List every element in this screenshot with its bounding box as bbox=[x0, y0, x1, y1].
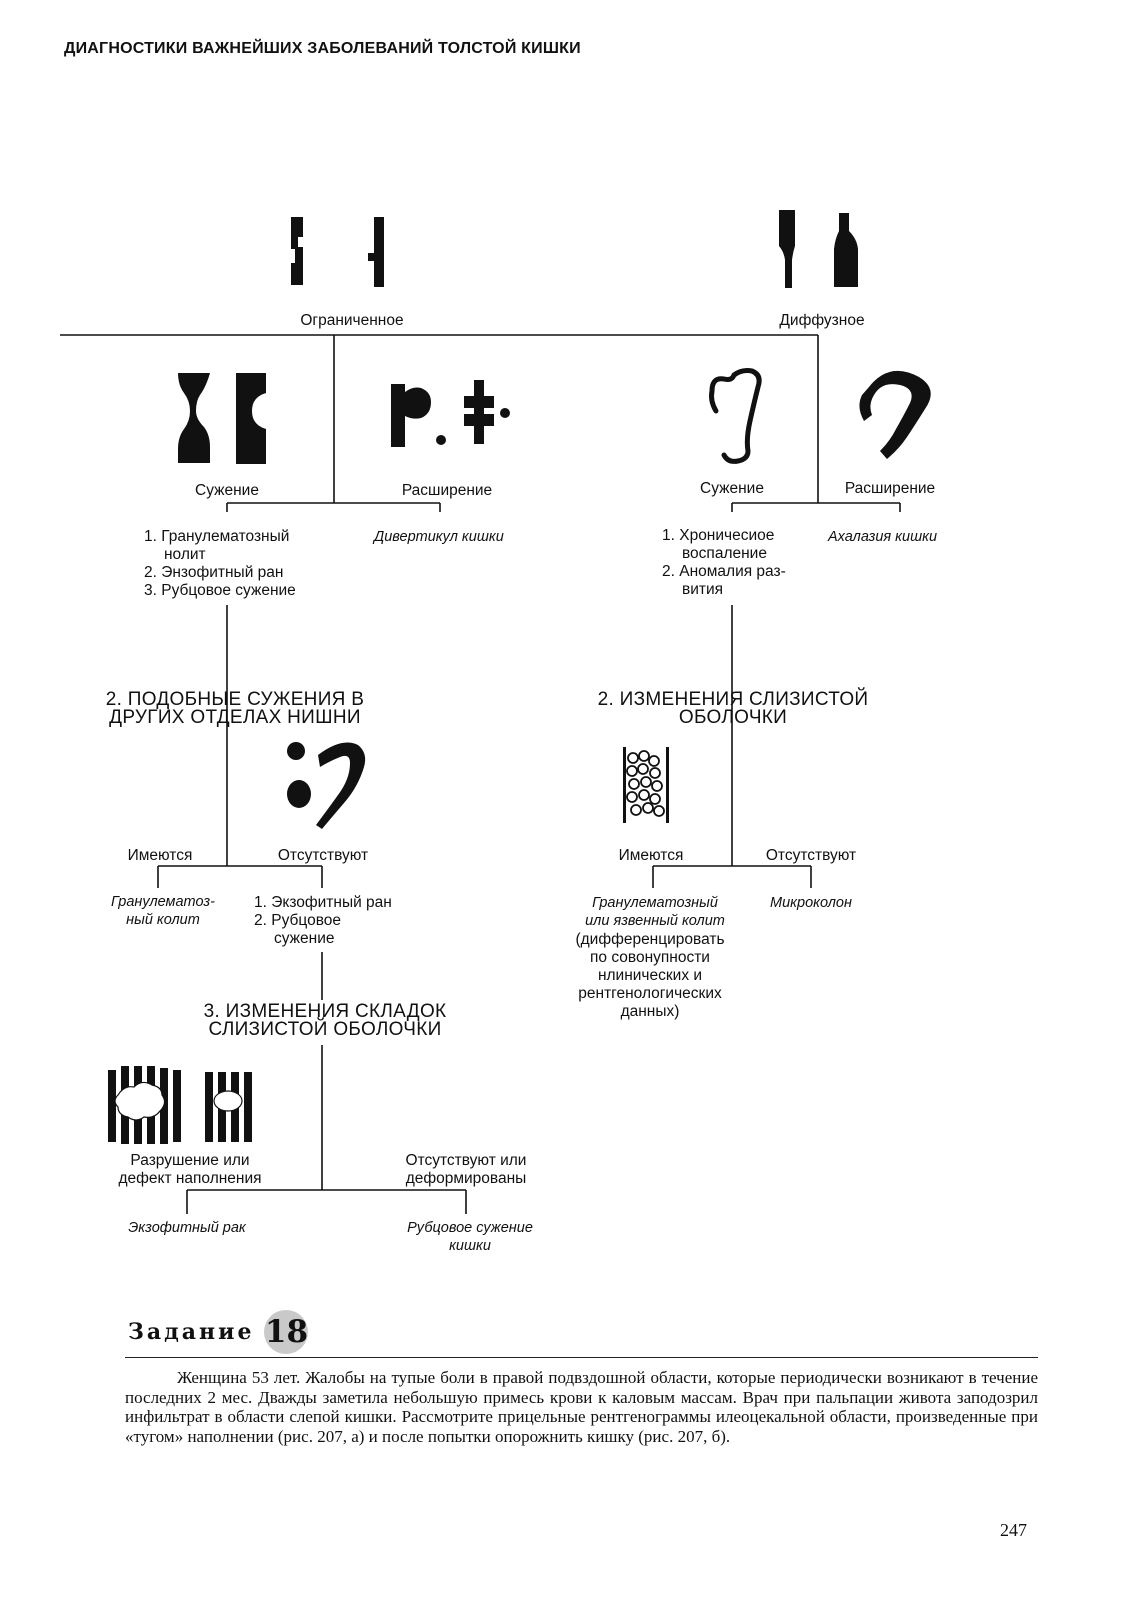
diffuse-widening-label: Расширение bbox=[844, 480, 936, 497]
deformed-result-line1: Рубцовое сужение bbox=[407, 1220, 533, 1236]
limited-widening-label: Расширение bbox=[401, 482, 493, 499]
limited-narrowing-shape-1 bbox=[178, 373, 210, 463]
limited-step2-title-line2: ДРУГИХ ОТДЕЛАХ НИШНИ bbox=[109, 707, 361, 728]
limited-colon-shape bbox=[316, 743, 365, 829]
list-item: 1. Экзофитный ран bbox=[254, 894, 392, 911]
limited-shape-icon-2 bbox=[368, 217, 384, 287]
diffuse-narrowing-label: Сужение bbox=[700, 480, 764, 497]
deformed-fold-shape bbox=[214, 1091, 242, 1111]
limited-narrowing-causes-list bbox=[144, 528, 296, 600]
task-text: Женщина 53 лет. Жалобы на тупые боли в правой подвздошной области, которые периодически возникают в течение последних 2 мес. Дважды заметила небольшую примесь крови к каловым массам. Врач при пальпации живота заподозрил инфильтрат в области слепой кишки. Рассмотрите прицельные рентгенограммы илеоцекальной области, произведенные при «тугом» наполнении (рис. 207, а) и после попытки опорожнить кишку (рис. 207, б). bbox=[125, 1368, 1038, 1446]
diffuse-absent-label: Отсутствуют bbox=[765, 847, 857, 864]
destruction-label-line2: дефект наполнения bbox=[118, 1170, 262, 1187]
limited-widening-shape-2 bbox=[464, 380, 494, 444]
page-header: ДИАГНОСТИКИ ВАЖНЕЙШИХ ЗАБОЛЕВАНИЙ ТОЛСТОЙ КИШКИ bbox=[64, 40, 581, 57]
deformed-label-line1: Отсутствуют или bbox=[405, 1152, 527, 1169]
deformed-result-line2: кишки bbox=[449, 1238, 491, 1254]
limited-present-label: Имеются bbox=[127, 847, 193, 864]
list-item: 2. Рубцовое bbox=[254, 912, 341, 929]
page-number: 247 bbox=[1000, 1520, 1027, 1540]
note-line: (дифференцировать bbox=[575, 931, 725, 948]
limited-present-result-line2: ный колит bbox=[126, 912, 200, 928]
diffuse-shape-icon-2 bbox=[834, 213, 858, 287]
task-number-badge: 18 bbox=[264, 1310, 308, 1354]
note-line: нлинических и bbox=[597, 967, 703, 984]
diffuse-present-result-line2: или язвенный колит bbox=[585, 913, 725, 929]
limited-narrowing-label: Сужение bbox=[195, 482, 259, 499]
limited-absent-results-list bbox=[254, 894, 392, 948]
diffuse-widening-shape bbox=[859, 371, 930, 459]
diffuse-shape-icon-1 bbox=[779, 210, 795, 288]
list-item: 2. Аномалия раз- bbox=[662, 563, 786, 580]
limited-step3-title-line1: 3. ИЗМЕНЕНИЯ СКЛАДОК bbox=[203, 1001, 447, 1022]
limited-shape-icon-1 bbox=[291, 217, 303, 285]
list-item: воспаление bbox=[682, 545, 767, 562]
limited-label: Ограниченное bbox=[300, 312, 404, 329]
divider bbox=[125, 1357, 1038, 1358]
diffuse-narrowing-causes-list bbox=[662, 527, 786, 599]
limited-step2-title-line1: 2. ПОДОБНЫЕ СУЖЕНИЯ В bbox=[105, 689, 365, 710]
deformed-label-line2: деформированы bbox=[405, 1170, 527, 1187]
diffuse-absent-result: Микроколон bbox=[770, 895, 852, 911]
list-item: вития bbox=[682, 581, 724, 598]
diffuse-step2-title-line1: 2. ИЗМЕНЕНИЯ СЛИЗИСТОЙ bbox=[597, 689, 869, 710]
limited-widening-shape-1 bbox=[391, 384, 431, 447]
destruction-result: Экзофитный рак bbox=[128, 1220, 246, 1236]
diffuse-widening-cause: Ахалазия кишки bbox=[828, 529, 938, 545]
diffuse-step2-title-line2: ОБОЛОЧКИ bbox=[678, 707, 788, 728]
task-title bbox=[128, 1310, 308, 1354]
diffuse-present-note bbox=[560, 931, 740, 1021]
diffuse-present-label: Имеются bbox=[618, 847, 684, 864]
list-item: 1. Гранулематозный bbox=[144, 528, 290, 545]
task-label: Задание bbox=[128, 1319, 255, 1345]
limited-step3-title-line2: СЛИЗИСТОЙ ОБОЛОЧКИ bbox=[208, 1019, 442, 1040]
note-line: рентгенологических bbox=[578, 985, 722, 1002]
destruction-label-line1: Разрушение или bbox=[130, 1152, 250, 1169]
limited-narrowing-shape-2 bbox=[236, 373, 266, 464]
list-item: 3. Рубцовое сужение bbox=[144, 582, 296, 599]
list-item: сужение bbox=[274, 930, 335, 947]
note-line: данных) bbox=[620, 1003, 680, 1020]
list-item: 1. Хроничесиое bbox=[662, 527, 775, 544]
diffuse-narrowing-shape bbox=[712, 371, 759, 462]
diffuse-present-result-line1: Гранулематозный bbox=[592, 895, 718, 911]
mucosa-granules-shape bbox=[627, 751, 664, 816]
limited-absent-label: Отсутствуют bbox=[277, 847, 369, 864]
list-item: нолит bbox=[164, 546, 206, 563]
list-item: 2. Энзофитный ран bbox=[144, 564, 284, 581]
limited-present-result-line1: Гранулематоз- bbox=[111, 894, 215, 910]
limited-widening-cause: Дивертикул кишки bbox=[374, 529, 504, 545]
diffuse-label: Диффузное bbox=[779, 312, 865, 329]
note-line: по совонупности bbox=[590, 949, 710, 966]
